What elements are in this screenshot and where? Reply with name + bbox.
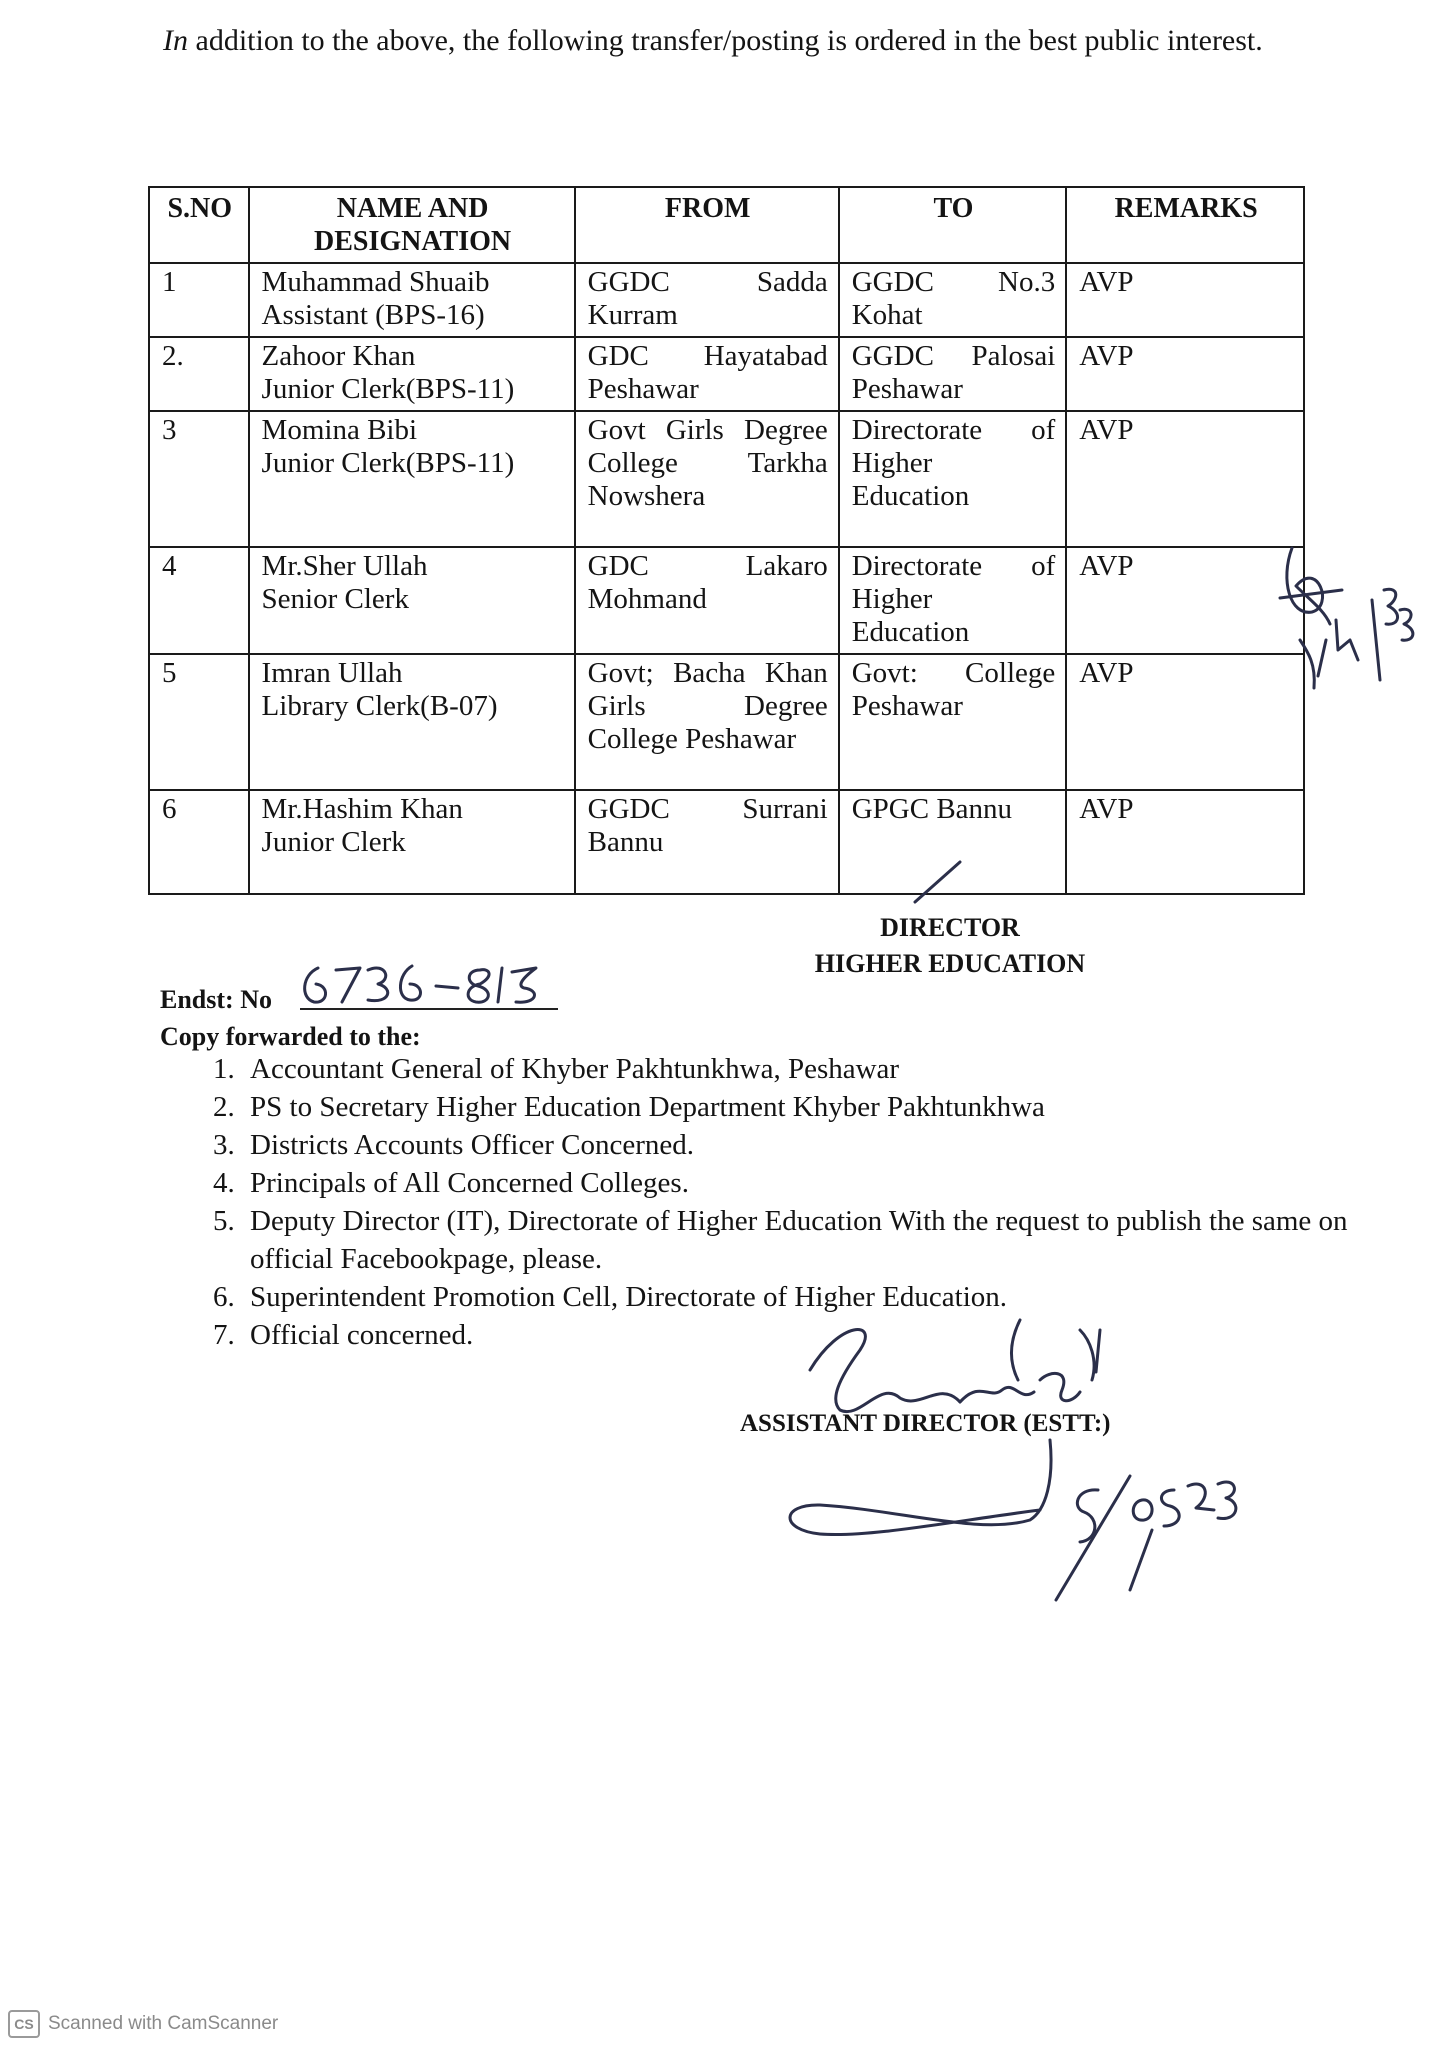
cell-sno: 3 [149,411,249,547]
list-item: 6. Superintendent Promotion Cell, Directorate of Higher Education. [242,1278,1352,1316]
table-row [149,790,1304,894]
scanner-watermark-text: Scanned with CamScanner [48,2013,279,2034]
employee-designation: Junior Clerk(BPS-11) [261,447,515,479]
cell-remarks: AVP [1066,547,1304,654]
cell-name-designation [249,411,575,547]
cell-name-designation [249,654,575,790]
copy-heading: Copy forwarded to the: [160,1022,421,1051]
list-item: 7. Official concerned. [242,1316,1352,1354]
cell-remarks: AVP [1066,263,1304,337]
header-from: FROM [575,187,839,263]
employee-name: Imran Ullah [261,657,403,689]
cell-to: Directorate of Higher Education [839,411,1067,547]
list-item: 5. Deputy Director (IT), Directorate of Higher Education With the request to publish the same on official Facebookpage, please. [242,1202,1352,1278]
employee-name: Muhammad Shuaib [261,266,490,298]
cell-name-designation [249,790,575,894]
employee-designation: Junior Clerk(BPS-11) [261,373,515,405]
header-name-designation: NAME AND DESIGNATION [249,187,575,263]
cell-remarks: AVP [1066,790,1304,894]
employee-name: Mr.Sher Ullah [261,550,428,582]
cell-to: Directorate of Higher Education [839,547,1067,654]
table-row [149,337,1304,411]
cell-name-designation [249,263,575,337]
list-item: 4. Principals of All Concerned Colleges. [242,1164,1352,1202]
table-row [149,654,1304,790]
employee-name: Zahoor Khan [261,340,416,372]
table-row [149,547,1304,654]
cell-sno: 5 [149,654,249,790]
copy-list [160,1050,1352,1354]
employee-designation: Assistant (BPS-16) [261,299,485,331]
employee-designation: Library Clerk(B-07) [261,690,498,722]
cell-to: GGDC Palosai Peshawar [839,337,1067,411]
cell-from: GDC Hayatabad Peshawar [575,337,839,411]
scanner-watermark [8,2010,278,2038]
cell-sno: 4 [149,547,249,654]
employee-name: Momina Bibi [261,414,418,446]
list-item: 3. Districts Accounts Officer Concerned. [242,1126,1352,1164]
table-header-row [149,187,1304,263]
cell-remarks: AVP [1066,411,1304,547]
intro-text: addition to the above, the following transfer/posting is ordered in the best public interest. [188,24,1263,57]
cell-to: GPGC Bannu [839,790,1067,894]
header-to: TO [839,187,1067,263]
camscanner-logo-icon: CS [8,2010,40,2038]
endorsement-number-line [300,952,558,1010]
cell-to: Govt: College Peshawar [839,654,1067,790]
header-remarks: REMARKS [1066,187,1304,263]
employee-designation: Senior Clerk [261,583,409,615]
employee-designation: Junior Clerk [261,826,406,858]
intro-first-word: In [163,24,188,57]
transfer-table [148,186,1305,895]
assistant-director-title: ASSISTANT DIRECTOR (ESTT:) [740,1410,1111,1437]
list-item: 2. PS to Secretary Higher Education Department Khyber Pakhtunkhwa [242,1088,1352,1126]
director-department: HIGHER EDUCATION [814,949,1086,978]
cell-from: Govt Girls Degree College Tarkha Nowshera [575,411,839,547]
cell-name-designation [249,547,575,654]
cell-to: GGDC No.3 Kohat [839,263,1067,337]
cell-sno: 1 [149,263,249,337]
cell-remarks: AVP [1066,337,1304,411]
employee-name: Mr.Hashim Khan [261,793,463,825]
cell-name-designation [249,337,575,411]
cell-from: GGDC Surrani Bannu [575,790,839,894]
cell-from: GDC Lakaro Mohmand [575,547,839,654]
handwritten-date [1056,1476,1236,1600]
cell-from: GGDC Sadda Kurram [575,263,839,337]
cell-remarks: AVP [1066,654,1304,790]
cell-sno: 6 [149,790,249,894]
header-sno: S.NO [149,187,249,263]
table-row [149,263,1304,337]
cell-sno: 2. [149,337,249,411]
director-title: DIRECTOR [880,913,1020,942]
list-item: 1. Accountant General of Khyber Pakhtunkhwa, Peshawar [242,1050,1352,1088]
intro-paragraph [163,20,1273,61]
endorsement-label: Endst: No [160,985,272,1014]
table-row [149,411,1304,547]
cell-from: Govt; Bacha Khan Girls Degree College Peshawar [575,654,839,790]
